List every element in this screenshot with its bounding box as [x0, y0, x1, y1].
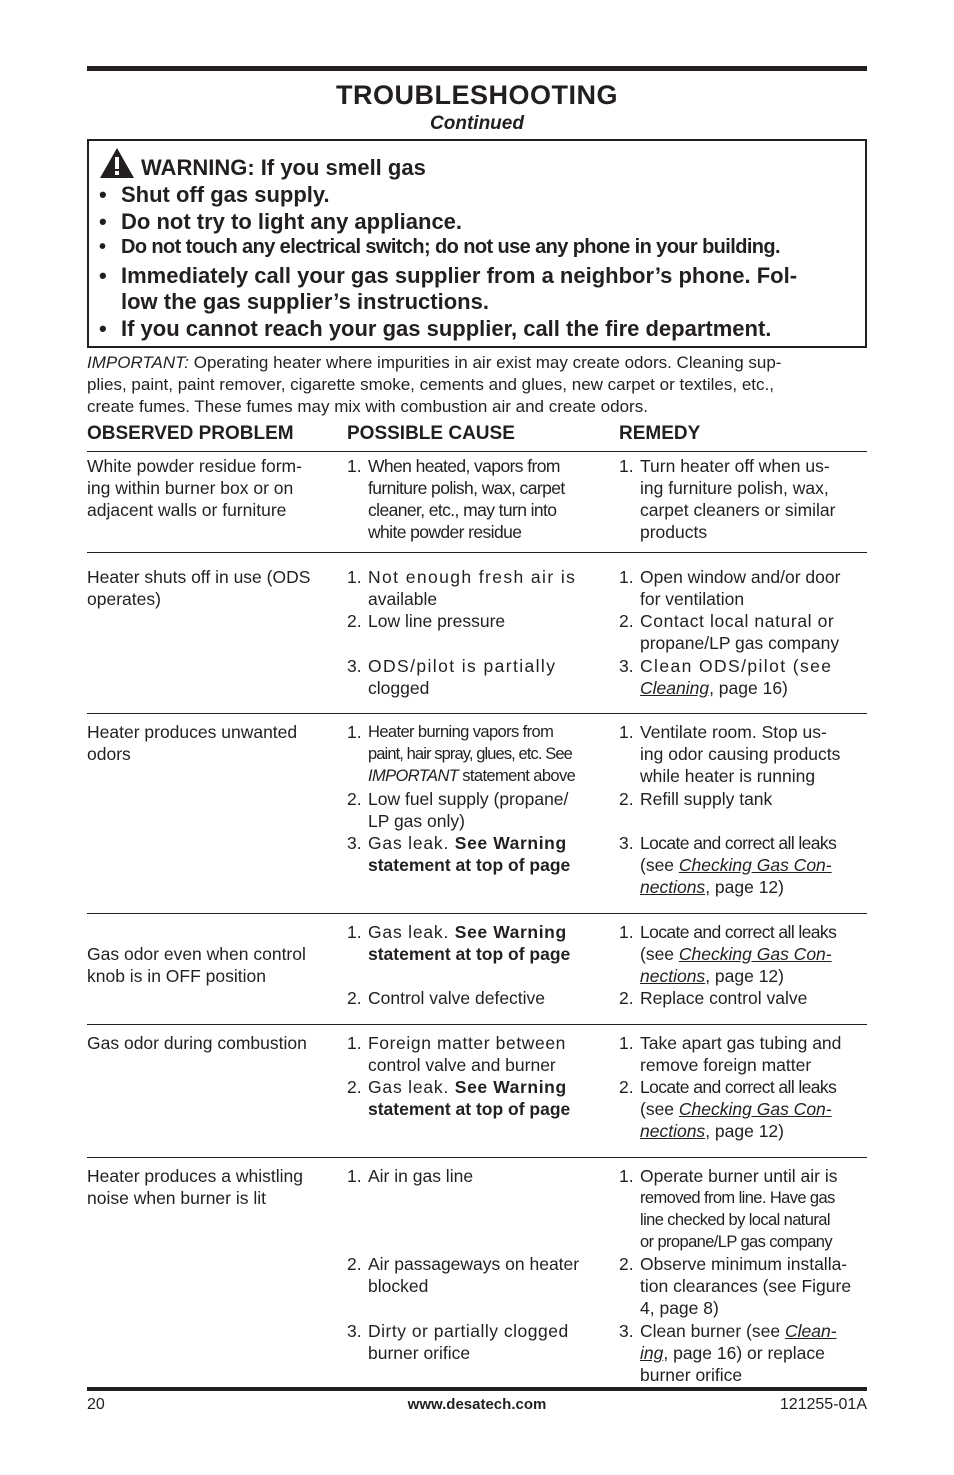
remedy-line: Take apart gas tubing and [640, 1033, 842, 1053]
important-note [87, 352, 867, 418]
row-rule [87, 1157, 867, 1158]
top-rule [87, 66, 867, 71]
cause-line: Foreign matter between [368, 1033, 567, 1053]
problem-cell [87, 1165, 332, 1209]
cause-line: ODS/pilot is partially [368, 656, 557, 676]
bullet: • [99, 182, 107, 207]
remedy-line: , page 12) [705, 877, 784, 897]
cause-line: Dirty or partially clogged [368, 1321, 569, 1341]
remedy-line: ing furniture polish, wax, [640, 478, 829, 498]
page-title: TROUBLESHOOTING [336, 80, 618, 110]
item-number: 2. [619, 1254, 634, 1274]
checking-gas-connections-ref[interactable]: Checking Gas Con- [678, 944, 832, 964]
column-header-cause: POSSIBLE CAUSE [347, 423, 515, 444]
remedy-line: (see [640, 855, 679, 875]
problem-line: odors [87, 744, 131, 764]
item-number: 2. [619, 611, 634, 631]
problem-line: Gas odor during combustion [87, 1033, 307, 1053]
problem-line: Heater produces unwanted [87, 722, 298, 742]
cause-line: Low fuel supply (propane/ [368, 789, 569, 809]
remedy-line: Clean ODS/pilot (see [640, 656, 833, 676]
cause-line: LP gas only) [368, 811, 465, 831]
item-number: 2. [347, 1254, 362, 1274]
checking-gas-connections-ref[interactable]: Checking Gas Con- [678, 1099, 832, 1119]
gas-warning-box [87, 139, 867, 348]
problem-line: noise when burner is lit [87, 1188, 266, 1208]
cause-emphasis: statement at top of page [368, 944, 571, 964]
item-number: 1. [619, 567, 634, 587]
header-rule [87, 451, 867, 452]
problem-cell [87, 1032, 332, 1054]
cleaning-page-ref[interactable]: Cleaning [640, 678, 710, 698]
remedy-line: propane/LP gas company [640, 633, 840, 653]
cause-emphasis: statement at top of page [368, 1099, 571, 1119]
item-number: 3. [619, 1321, 634, 1341]
remedy-line: Clean burner (see [640, 1321, 785, 1341]
item-number: 2. [347, 611, 362, 631]
remedy-line: Open window and/or door [640, 567, 841, 587]
important-text: Operating heater where impurities in air exist may create odors. Cleaning sup- [189, 353, 782, 372]
item-number: 1. [347, 1166, 362, 1186]
problem-line: adjacent walls or furniture [87, 500, 287, 520]
cause-line: clogged [368, 678, 430, 698]
important-label: IMPORTANT: [87, 353, 189, 372]
cause-line: paint, hair spray, glues, etc. See [368, 745, 572, 763]
remedy-line: Locate and correct all leaks [640, 833, 837, 853]
item-number: 1. [619, 1033, 634, 1053]
item-number: 2. [347, 1077, 362, 1097]
item-number: 1. [347, 922, 362, 942]
problem-line: Heater shuts off in use (ODS [87, 567, 311, 587]
cause-line: white powder residue [368, 522, 522, 542]
remedy-line: tion clearances (see Figure [640, 1276, 852, 1296]
cause-line: Heater burning vapors from [368, 723, 554, 741]
remedy-line: while heater is running [640, 766, 816, 786]
remedy-line: ing odor causing products [640, 744, 841, 764]
remedy-line: , page 12) [705, 1121, 784, 1141]
remedy-line: Locate and correct all leaks [640, 1077, 837, 1097]
cleaning-page-ref[interactable]: ing [640, 1343, 664, 1363]
problem-cell [87, 943, 332, 987]
cause-line: burner orifice [368, 1343, 471, 1363]
remedy-line: Turn heater off when us- [640, 456, 830, 476]
column-header-remedy: REMEDY [619, 423, 701, 444]
cause-line: Gas leak. [368, 1077, 455, 1097]
item-number: 1. [619, 1166, 634, 1186]
remedy-line: Locate and correct all leaks [640, 922, 837, 942]
cause-emphasis: See Warning [454, 833, 567, 853]
cause-line: Low line pressure [368, 611, 506, 631]
bullet: • [99, 209, 107, 234]
cause-line: Gas leak. [368, 922, 455, 942]
document-number: 121255-01A [779, 1396, 867, 1413]
cause-line: Gas leak. [368, 833, 455, 853]
item-number: 1. [619, 722, 634, 742]
page-number: 20 [87, 1396, 105, 1413]
row-rule [87, 913, 867, 914]
cause-line: control valve and burner [368, 1055, 556, 1075]
item-number: 3. [347, 656, 362, 676]
remedy-line: (see [640, 944, 679, 964]
row-rule [87, 1024, 867, 1025]
cause-line: statement above [458, 767, 576, 785]
remedy-line: burner orifice [640, 1365, 743, 1385]
remedy-line: line checked by local natural [640, 1211, 830, 1229]
remedy-line: Replace control valve [640, 988, 808, 1008]
column-header-problem: OBSERVED PROBLEM [87, 423, 294, 444]
item-number: 3. [619, 656, 634, 676]
problem-line: operates) [87, 589, 161, 609]
warning-item-text: If you cannot reach your gas supplier, call the fire department. [121, 316, 772, 341]
remedy-line: , page 16) or replace [663, 1343, 825, 1363]
remedy-line: Refill supply tank [640, 789, 773, 809]
problem-line: Heater produces a whistling [87, 1166, 303, 1186]
bullet: • [99, 263, 107, 288]
item-number: 2. [347, 789, 362, 809]
item-number: 3. [347, 833, 362, 853]
remedy-line: 4, page 8) [640, 1298, 719, 1318]
warning-triangle-icon [99, 147, 135, 179]
checking-gas-connections-ref[interactable]: nections [640, 877, 706, 897]
bullet: • [99, 316, 107, 341]
item-number: 3. [347, 1321, 362, 1341]
cause-line: available [368, 589, 438, 609]
problem-cell [87, 566, 332, 610]
problem-line: ing within burner box or on [87, 478, 294, 498]
item-number: 2. [619, 988, 634, 1008]
item-number: 1. [347, 1033, 362, 1053]
remedy-line: (see [640, 1099, 679, 1119]
cause-line: Air passageways on heater [368, 1254, 580, 1274]
remedy-line: removed from line. Have gas [640, 1189, 835, 1207]
cause-line: Control valve defective [368, 988, 546, 1008]
important-text: create fumes. These fumes may mix with combustion air and create odors. [87, 397, 648, 416]
cause-line: cleaner, etc., may turn into [368, 500, 557, 520]
warning-item-text: Do not touch any electrical switch; do not use any phone in your building. [121, 236, 780, 258]
remedy-line: or propane/LP gas company [640, 1233, 832, 1251]
problem-line: White powder residue form- [87, 456, 302, 476]
cause-line: Not enough fresh air is [368, 567, 577, 587]
warning-heading: WARNING: If you smell gas [141, 155, 426, 180]
problem-line: knob is in OFF position [87, 966, 266, 986]
row-rule [87, 713, 867, 714]
remedy-line: Ventilate room. Stop us- [640, 722, 827, 742]
problem-line: Gas odor even when control [87, 944, 306, 964]
item-number: 1. [347, 722, 362, 742]
row-rule [87, 552, 867, 553]
remedy-line: Operate burner until air is [640, 1166, 838, 1186]
important-text: plies, paint, paint remover, cigarette smoke, cements and glues, new carpet or textiles, etc., [87, 375, 774, 394]
bullet: • [99, 236, 106, 258]
remedy-line: products [640, 522, 708, 542]
cause-line: furniture polish, wax, carpet [368, 478, 565, 498]
cause-emphasis: statement at top of page [368, 855, 571, 875]
item-number: 1. [619, 456, 634, 476]
remedy-line: for ventilation [640, 589, 745, 609]
bottom-rule [87, 1387, 867, 1391]
cause-emphasis: IMPORTANT [368, 767, 459, 785]
website-link[interactable]: www.desatech.com [407, 1396, 547, 1413]
page-subtitle: Continued [430, 113, 524, 134]
cause-line: blocked [368, 1276, 429, 1296]
cause-line: Air in gas line [368, 1166, 474, 1186]
warning-item-text: Immediately call your gas supplier from a neighbor’s phone. Fol- [121, 263, 798, 288]
remedy-line: , page 16) [709, 678, 788, 698]
remedy-line: carpet cleaners or similar [640, 500, 836, 520]
cleaning-page-ref[interactable]: Clean- [784, 1321, 837, 1341]
remedy-line: Observe minimum installa- [640, 1254, 848, 1274]
remedy-line: remove foreign matter [640, 1055, 812, 1075]
remedy-line: , page 12) [705, 966, 784, 986]
item-number: 1. [347, 567, 362, 587]
cause-emphasis: See Warning [454, 922, 567, 942]
problem-cell [87, 455, 332, 521]
warning-item-text: low the gas supplier’s instructions. [121, 289, 489, 314]
checking-gas-connections-ref[interactable]: Checking Gas Con- [678, 855, 832, 875]
item-number: 2. [619, 789, 634, 809]
warning-item-text: Shut off gas supply. [121, 182, 330, 207]
item-number: 3. [619, 833, 634, 853]
cause-emphasis: See Warning [454, 1077, 567, 1097]
item-number: 1. [347, 456, 362, 476]
checking-gas-connections-ref[interactable]: nections [640, 966, 706, 986]
item-number: 2. [619, 1077, 634, 1097]
item-number: 2. [347, 988, 362, 1008]
problem-cell [87, 721, 332, 765]
cause-line: When heated, vapors from [368, 456, 560, 476]
remedy-line: Contact local natural or [640, 611, 835, 631]
checking-gas-connections-ref[interactable]: nections [640, 1121, 706, 1141]
warning-item-text: Do not try to light any appliance. [121, 209, 463, 234]
item-number: 1. [619, 922, 634, 942]
